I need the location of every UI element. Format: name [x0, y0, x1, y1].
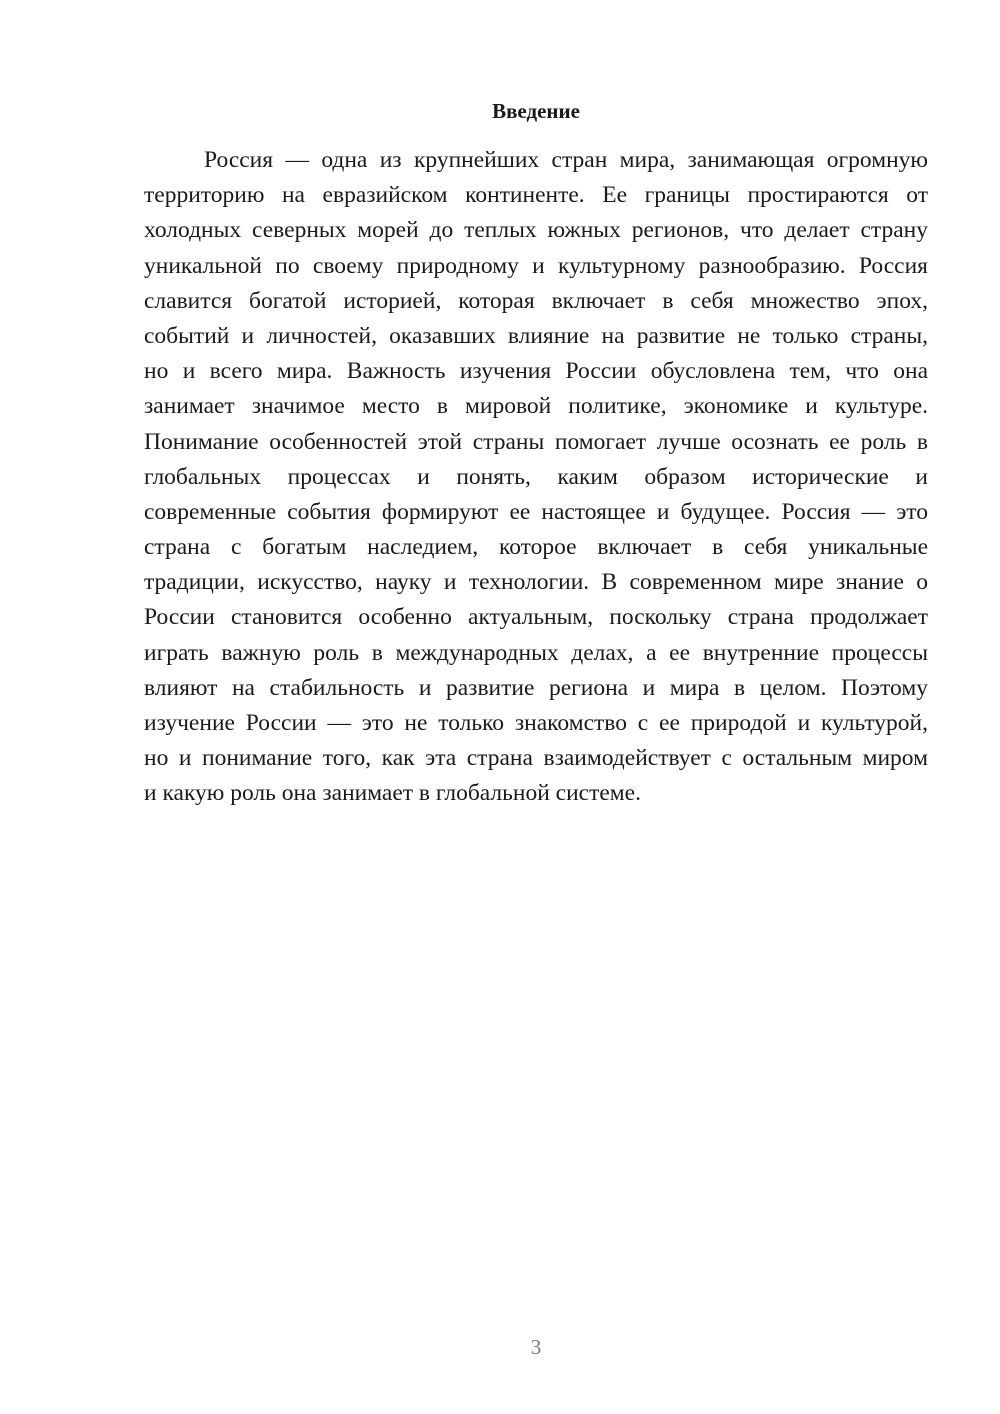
paragraph-line: изучение России — это не только знакомство с ее природой и культурой, [144, 710, 928, 736]
paragraph-line: традиции, искусство, науку и технологии. В современном мире знание о [144, 569, 928, 596]
paragraph-line: но и понимание того, как эта страна взаимодействует с остальным миром [144, 745, 928, 772]
paragraph-line: Россия — одна из крупнейших стран мира, занимающая огромную [204, 147, 928, 173]
introduction-paragraph [144, 143, 928, 812]
paragraph-line: занимает значимое место в мировой политике, экономике и культуре. [144, 393, 928, 420]
paragraph-line: современные события формируют ее настоящее и будущее. Россия — это [144, 498, 928, 525]
paragraph-line: но и всего мира. Важность изучения России обусловлена тем, что она [144, 358, 928, 385]
paragraph-line: играть важную роль в международных делах, а ее внутренние процессы [144, 639, 928, 666]
paragraph-line: и какую роль она занимает в глобальной системе. [144, 780, 641, 807]
section-heading: Введение [492, 99, 580, 123]
paragraph-line: влияют на стабильность и развитие региона и мира в целом. Поэтому [144, 674, 928, 701]
paragraph-line: славится богатой историей, которая включает в себя множество эпох, [144, 287, 928, 314]
paragraph-line: уникальной по своему природному и культурному разнообразию. Россия [144, 252, 928, 279]
paragraph-line: глобальных процессах и понять, каким образом исторические и [144, 463, 928, 490]
paragraph-line: Понимание особенностей этой страны помогает лучше осознать ее роль в [144, 428, 928, 455]
paragraph-line: России становится особенно актуальным, поскольку страна продолжает [144, 604, 928, 631]
paragraph-line: событий и личностей, оказавших влияние на развитие не только страны, [144, 322, 928, 349]
page-number: 3 [530, 1335, 542, 1359]
paragraph-line: страна с богатым наследием, которое включает в себя уникальные [144, 534, 928, 561]
paragraph-line: холодных северных морей до теплых южных регионов, что делает страну [144, 217, 928, 244]
paragraph-line: территорию на евразийском континенте. Ее границы простираются от [144, 182, 928, 209]
